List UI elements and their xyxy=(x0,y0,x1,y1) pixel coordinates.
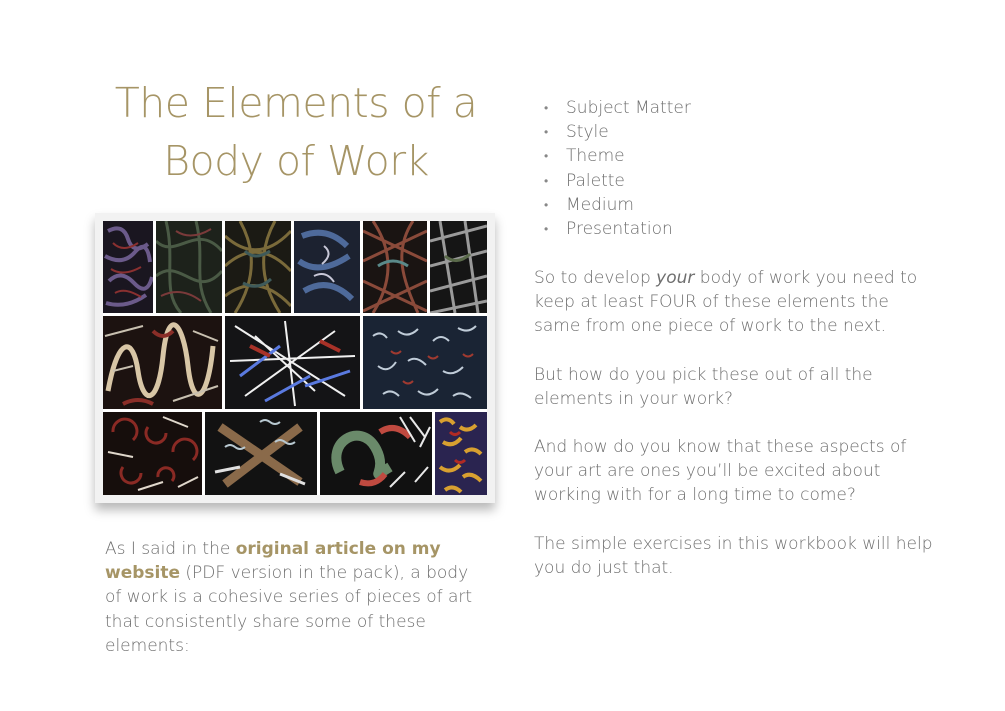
artwork-tile xyxy=(225,221,291,313)
paragraph-body-of-work xyxy=(534,266,934,339)
paragraph-exercises: The simple exercises in this workbook will help you do just that. xyxy=(534,534,933,579)
bullet-icon: • xyxy=(544,101,549,115)
paragraph-excited: And how do you know that these aspects of your art are ones you’ll be excited about working with for a long time to come? xyxy=(534,437,907,506)
artwork-tile xyxy=(156,221,222,313)
caption-text: (PDF version in the pack), a body of work is a cohesive series of pieces of art that consistently share some of these elements: xyxy=(105,563,473,656)
list-item xyxy=(538,120,691,144)
artwork-tile xyxy=(363,316,487,409)
list-item-label: Presentation xyxy=(566,219,673,240)
artwork-tile xyxy=(103,221,153,313)
artwork-tile xyxy=(205,412,317,495)
bullet-icon: • xyxy=(544,149,549,164)
list-item-label: Style xyxy=(566,122,609,143)
paragraph-text: body of work you need to keep at least FOUR of these elements the same from one piece of work to the next. xyxy=(534,268,918,337)
caption-text: As I said in the xyxy=(105,539,236,559)
original-article-link[interactable]: original article on my website xyxy=(105,539,441,584)
bullet-icon: • xyxy=(544,173,549,188)
artwork-tile xyxy=(225,316,360,409)
artwork-tile xyxy=(430,221,487,313)
list-item xyxy=(538,144,691,168)
paragraph-text: So to develop xyxy=(534,268,657,288)
bullet-icon: • xyxy=(544,197,549,212)
artwork-collage-frame xyxy=(95,213,495,503)
title-line-2: Body of Work xyxy=(163,137,429,185)
list-item xyxy=(538,96,691,120)
artwork-tile xyxy=(103,316,222,409)
list-item-label: Palette xyxy=(566,170,625,191)
artwork-collage xyxy=(103,221,487,495)
page-title xyxy=(100,74,492,190)
list-item-label: Medium xyxy=(566,194,634,215)
artwork-tile xyxy=(294,221,360,313)
artwork-tile xyxy=(103,412,202,495)
paragraph-pick-elements: But how do you pick these out of all the elements in your work? xyxy=(534,365,873,410)
list-item-label: Subject Matter xyxy=(566,98,691,118)
artwork-tile xyxy=(435,412,487,495)
artwork-tile xyxy=(363,221,427,313)
bullet-icon: • xyxy=(544,222,549,237)
artwork-tile xyxy=(320,412,432,495)
elements-list xyxy=(538,96,691,241)
bullet-icon: • xyxy=(544,125,549,140)
title-line-1: The Elements of a xyxy=(114,79,478,127)
intro-caption xyxy=(105,537,485,658)
emphasis-text: your xyxy=(656,268,695,288)
list-item-label: Theme xyxy=(566,146,625,167)
list-item xyxy=(538,169,691,193)
list-item xyxy=(538,193,691,217)
list-item xyxy=(538,217,691,241)
